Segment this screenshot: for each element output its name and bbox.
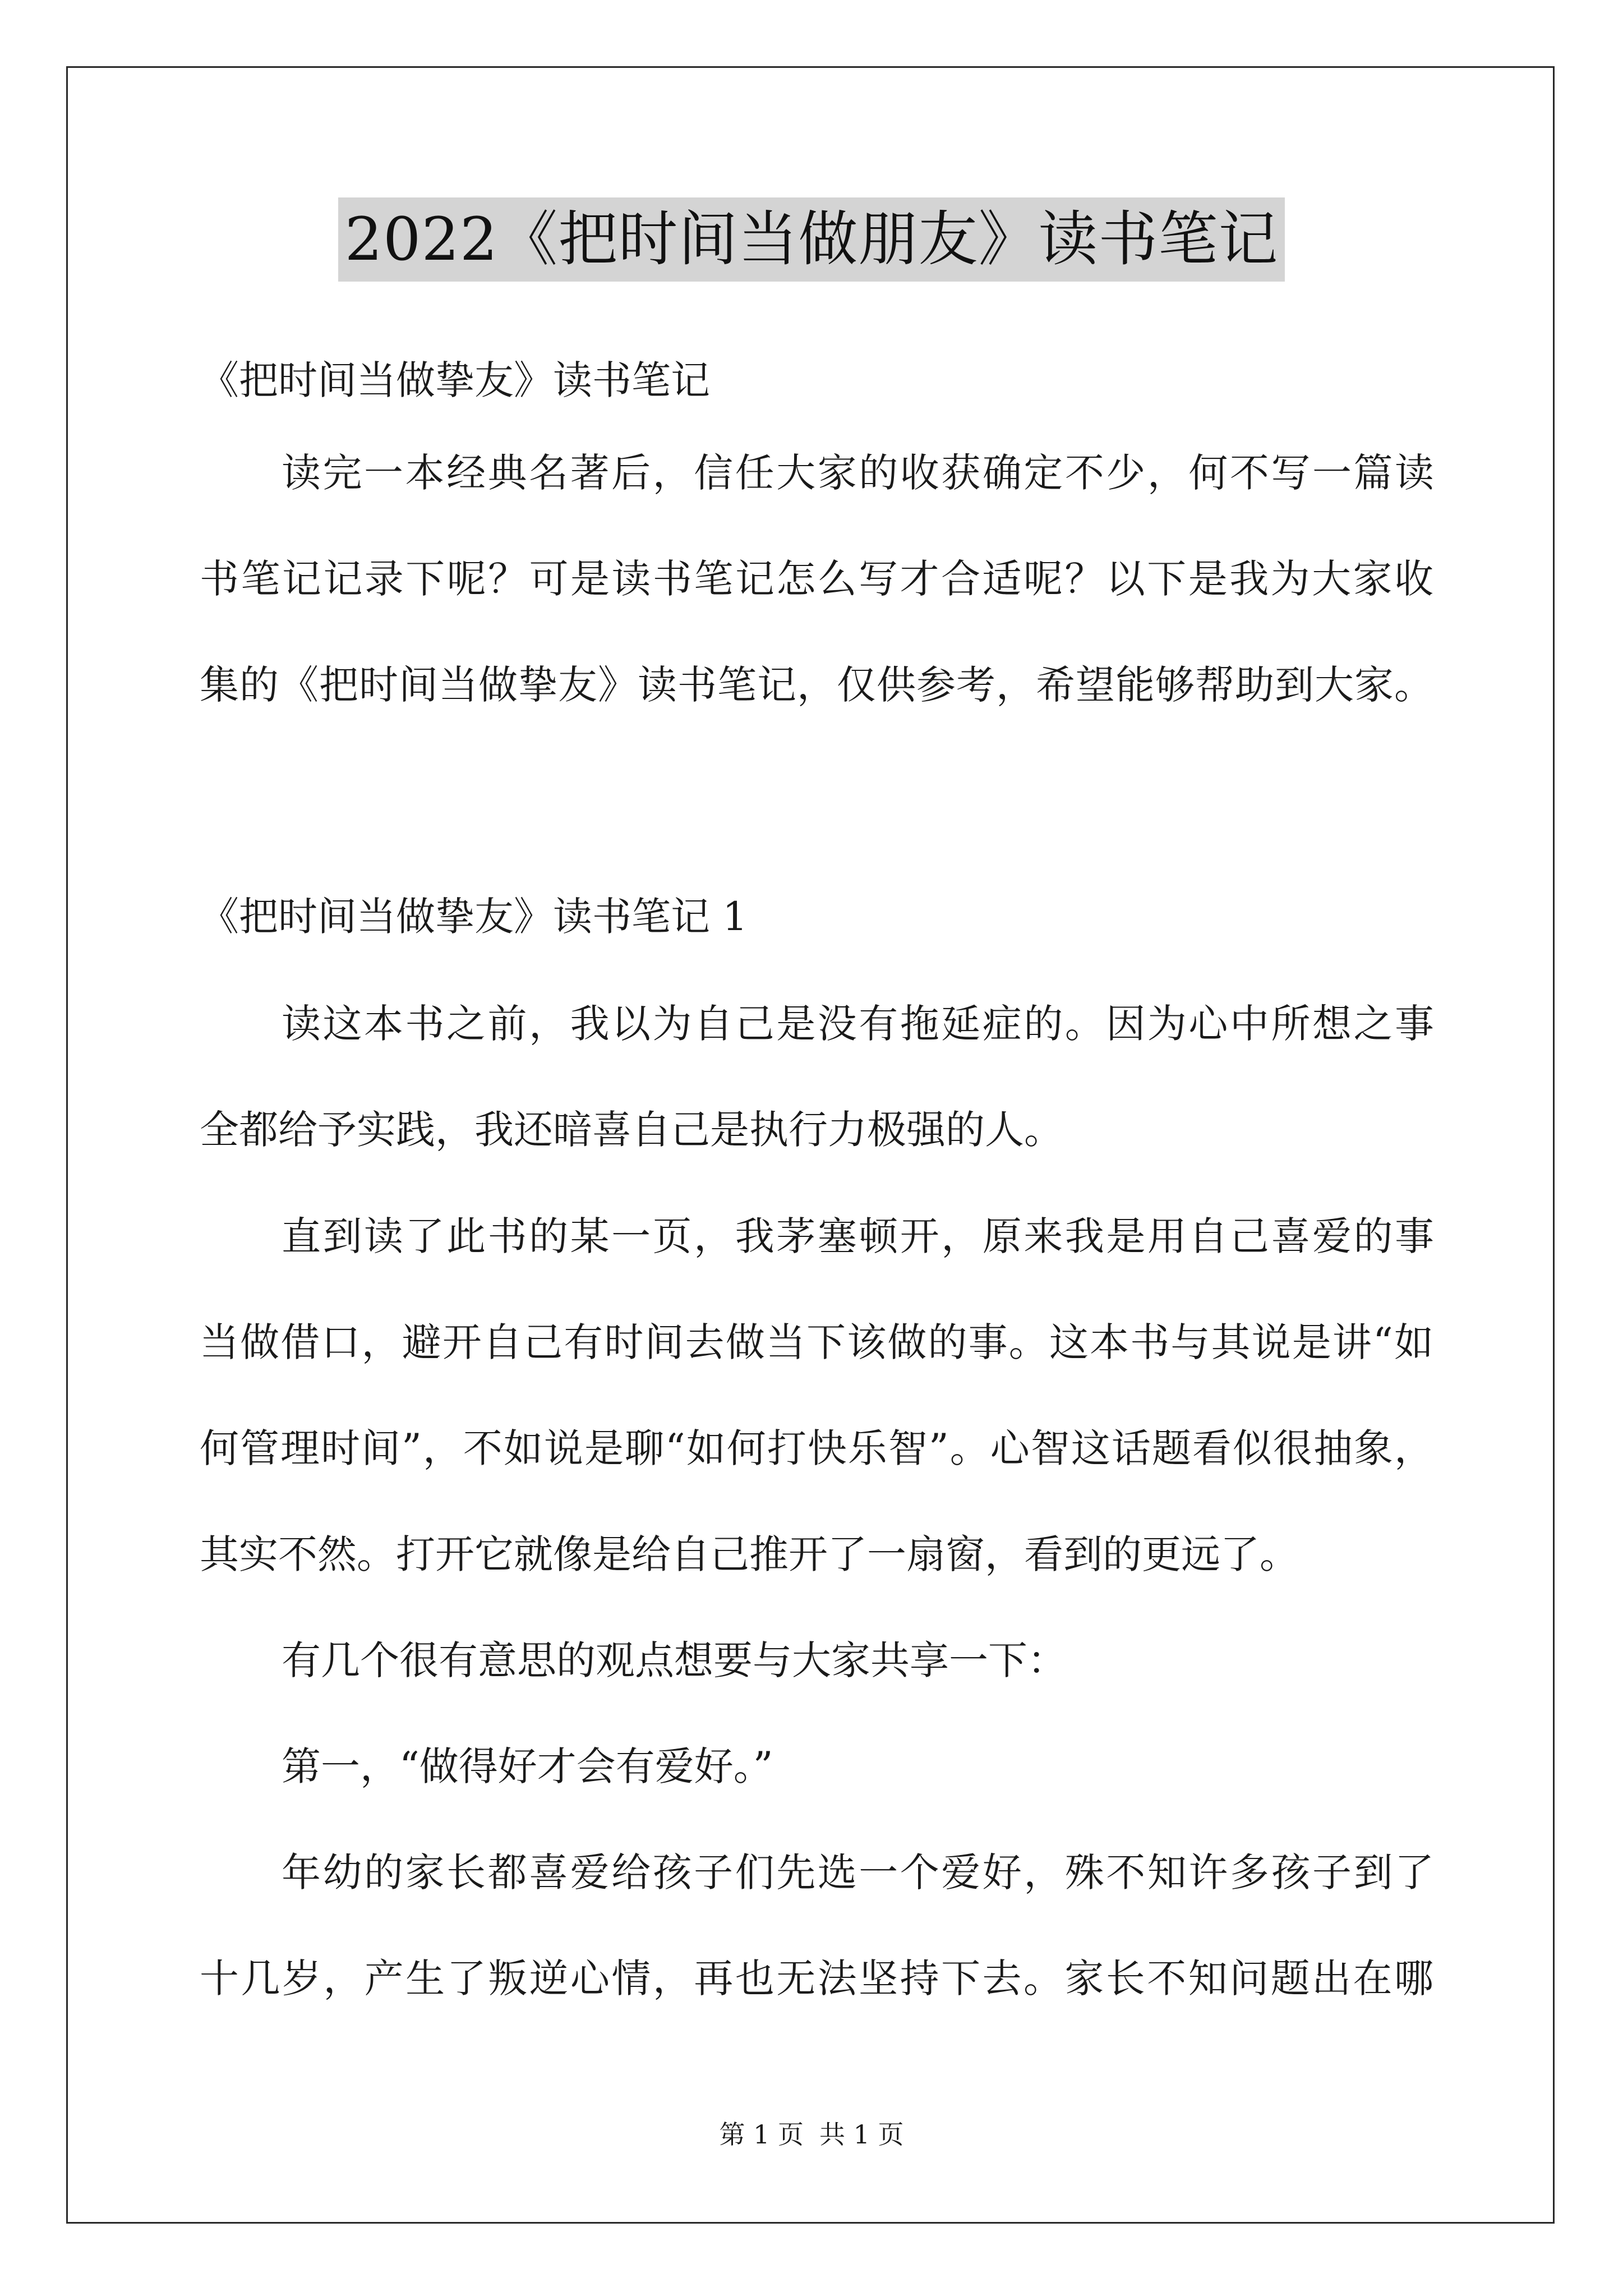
intro-line-1: 读完一本经典名著后，信任大家的收获确定不少，何不写一篇读 [282, 450, 1434, 496]
paragraph5-line-2: 十几岁，产生了叛逆心情，再也无法坚持下去。家长不知问题出在哪 [200, 1955, 1433, 2001]
paragraph2-line-4: 其实不然。打开它就像是给自己推开了一扇窗，看到的更远了。 [200, 1531, 1299, 1577]
paragraph1-line-2: 全都给予实践，我还暗喜自己是执行力极强的人。 [200, 1107, 1063, 1153]
paragraph2-line-2: 当做借口，避开自己有时间去做当下该做的事。这本书与其说是讲“如 [200, 1319, 1433, 1365]
document-subtitle: 《把时间当做挚友》读书笔记 [200, 357, 710, 403]
total-pages-label: 共 1 页 [819, 2119, 904, 2150]
document-title: 2022《把时间当做朋友》读书笔记 [338, 197, 1285, 282]
paragraph3: 有几个很有意思的观点想要与大家共享一下： [282, 1637, 1067, 1683]
title-container [0, 197, 1623, 282]
section-heading-1: 《把时间当做挚友》读书笔记 1 [200, 894, 748, 940]
page-number-label: 第 1 页 [719, 2119, 804, 2150]
intro-line-3: 集的《把时间当做挚友》读书笔记，仅供参考，希望能够帮助到大家。 [200, 662, 1433, 708]
paragraph2-line-3: 何管理时间”，不如说是聊“如何打快乐智”。心智这话题看似很抽象， [200, 1425, 1433, 1471]
paragraph4: 第一，“做得好才会有爱好。” [282, 1743, 773, 1789]
page-footer [0, 2118, 1623, 2151]
paragraph1-line-1: 读这本书之前，我以为自己是没有拖延症的。因为心中所想之事 [282, 1001, 1434, 1047]
paragraph2-line-1: 直到读了此书的某一页，我茅塞顿开，原来我是用自己喜爱的事 [282, 1213, 1434, 1259]
intro-line-2: 书笔记记录下呢？可是读书笔记怎么写才合适呢？以下是我为大家收 [200, 556, 1433, 602]
paragraph5-line-1: 年幼的家长都喜爱给孩子们先选一个爱好，殊不知许多孩子到了 [282, 1849, 1434, 1895]
